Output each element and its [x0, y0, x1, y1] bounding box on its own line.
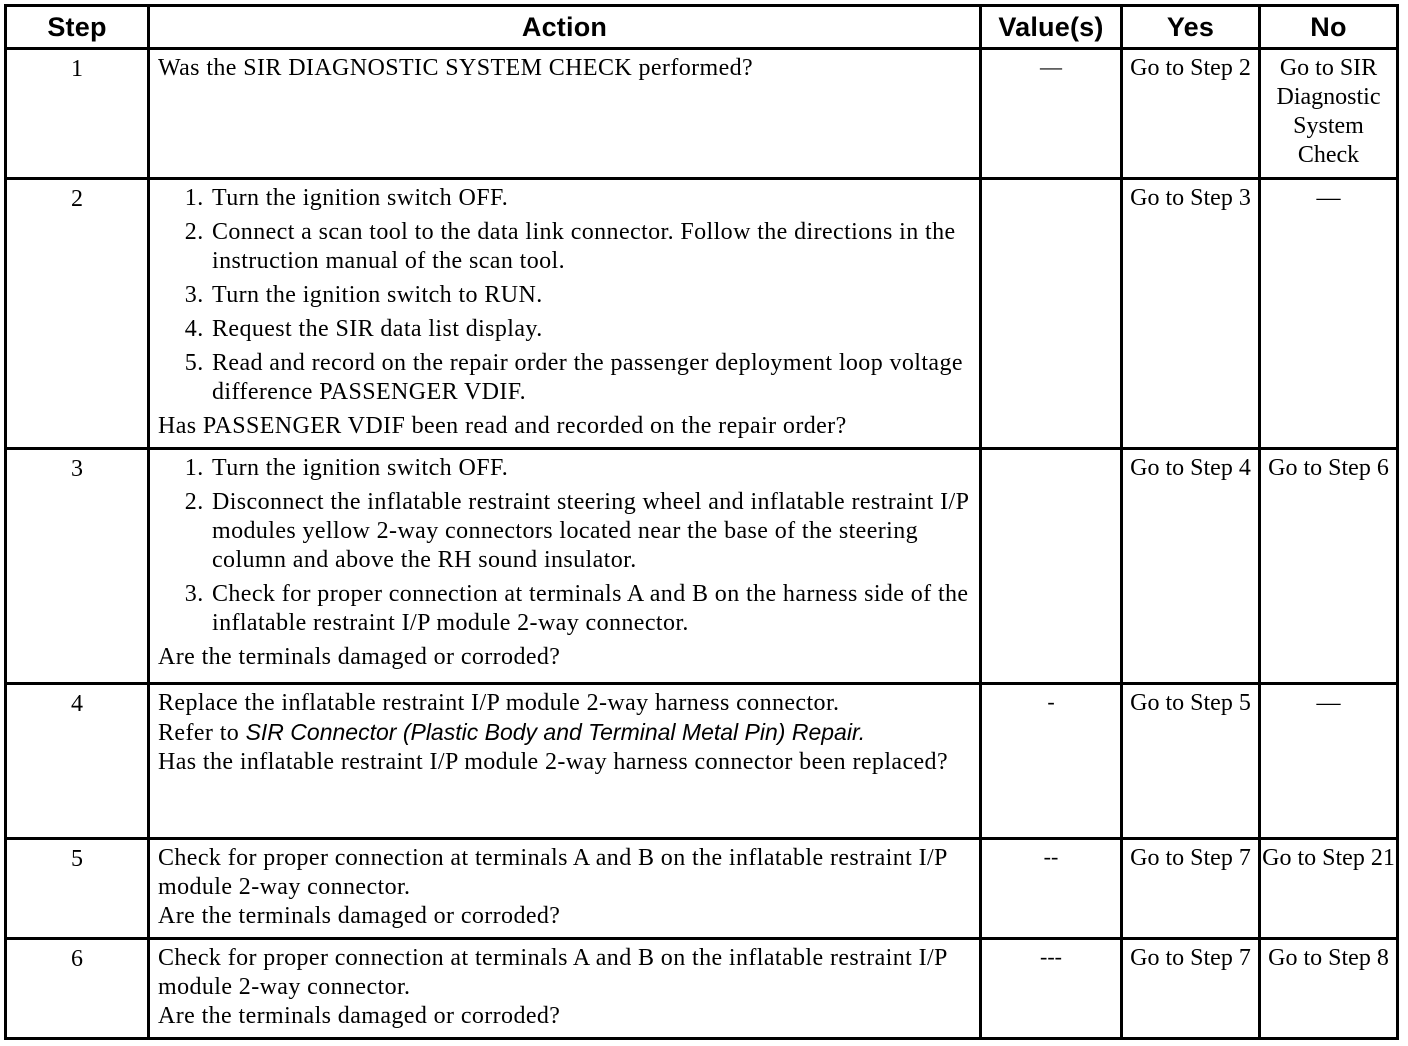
action-steps — [158, 184, 971, 407]
action-step-item: 5. Read and record on the repair order the passenger deployment loop voltage difference PASSENGER VDIF. — [210, 349, 971, 407]
step-number: 4 — [6, 684, 149, 839]
step-number: 6 — [6, 939, 149, 1039]
action-question: Are the terminals damaged or corroded? — [158, 1003, 561, 1029]
no-cell: Go to Step 8 — [1260, 939, 1398, 1039]
value-cell: -- — [981, 839, 1122, 939]
action-cell — [149, 49, 981, 179]
yes-cell: Go to Step 7 — [1122, 839, 1260, 939]
header-no: No — [1260, 6, 1398, 49]
action-text: Check for proper connection at terminals A and B on the inflatable restraint I/P module 2-way connector. — [158, 845, 947, 900]
action-cell — [149, 684, 981, 839]
action-steps — [158, 454, 971, 638]
header-row — [6, 6, 1398, 49]
action-step-item: 2. Connect a scan tool to the data link connector. Follow the directions in the instruction manual of the scan tool. — [210, 218, 971, 276]
table-row — [6, 839, 1398, 939]
yes-cell: Go to Step 2 — [1122, 49, 1260, 179]
action-cell — [149, 939, 981, 1039]
action-text: Was the SIR DIAGNOSTIC SYSTEM CHECK performed? — [158, 55, 754, 81]
action-step-item: 1. Turn the ignition switch OFF. — [210, 184, 971, 213]
yes-cell: Go to Step 5 — [1122, 684, 1260, 839]
yes-cell: Go to Step 3 — [1122, 179, 1260, 449]
refer-prefix: Refer to — [158, 720, 240, 746]
action-cell — [149, 449, 981, 684]
action-text: Check for proper connection at terminals A and B on the inflatable restraint I/P module 2-way connector. — [158, 945, 947, 1000]
diagnostic-table — [4, 4, 1399, 1040]
action-text: Replace the inflatable restraint I/P module 2-way harness connector. — [158, 690, 840, 716]
step-number: 2 — [6, 179, 149, 449]
action-question: Are the terminals damaged or corroded? — [158, 903, 561, 929]
header-yes: Yes — [1122, 6, 1260, 49]
value-cell — [981, 449, 1122, 684]
step-number: 3 — [6, 449, 149, 684]
value-cell: - — [981, 684, 1122, 839]
repair-reference-link[interactable]: SIR Connector (Plastic Body and Terminal Metal Pin) Repair. — [245, 719, 866, 745]
no-cell: Go to SIR Diagnostic System Check — [1260, 49, 1398, 179]
action-cell — [149, 179, 981, 449]
table-row — [6, 939, 1398, 1039]
action-question: Has PASSENGER VDIF been read and recorded on the repair order? — [158, 413, 847, 439]
action-step-item: 2. Disconnect the inflatable restraint steering wheel and inflatable restraint I/P modules yellow 2-way connectors located near the base of the steering column and above the RH sound insulator. — [210, 488, 971, 575]
table-row — [6, 449, 1398, 684]
header-step: Step — [6, 6, 149, 49]
action-cell — [149, 839, 981, 939]
value-cell: — — [981, 49, 1122, 179]
action-step-item: 1. Turn the ignition switch OFF. — [210, 454, 971, 483]
action-step-item: 3. Turn the ignition switch to RUN. — [210, 281, 971, 310]
no-cell: — — [1260, 179, 1398, 449]
yes-cell: Go to Step 7 — [1122, 939, 1260, 1039]
header-values: Value(s) — [981, 6, 1122, 49]
header-action: Action — [149, 6, 981, 49]
no-cell: — — [1260, 684, 1398, 839]
table-row — [6, 684, 1398, 839]
action-step-item: 3. Check for proper connection at terminals A and B on the harness side of the inflatable restraint I/P module 2-way connector. — [210, 580, 971, 638]
step-number: 5 — [6, 839, 149, 939]
no-cell: Go to Step 21 — [1260, 839, 1398, 939]
table-row — [6, 49, 1398, 179]
value-cell: --- — [981, 939, 1122, 1039]
table-row — [6, 179, 1398, 449]
action-question: Has the inflatable restraint I/P module 2-way harness connector been replaced? — [158, 749, 949, 775]
action-step-item: 4. Request the SIR data list display. — [210, 315, 971, 344]
value-cell — [981, 179, 1122, 449]
no-cell: Go to Step 6 — [1260, 449, 1398, 684]
step-number: 1 — [6, 49, 149, 179]
yes-cell: Go to Step 4 — [1122, 449, 1260, 684]
action-question: Are the terminals damaged or corroded? — [158, 644, 561, 670]
